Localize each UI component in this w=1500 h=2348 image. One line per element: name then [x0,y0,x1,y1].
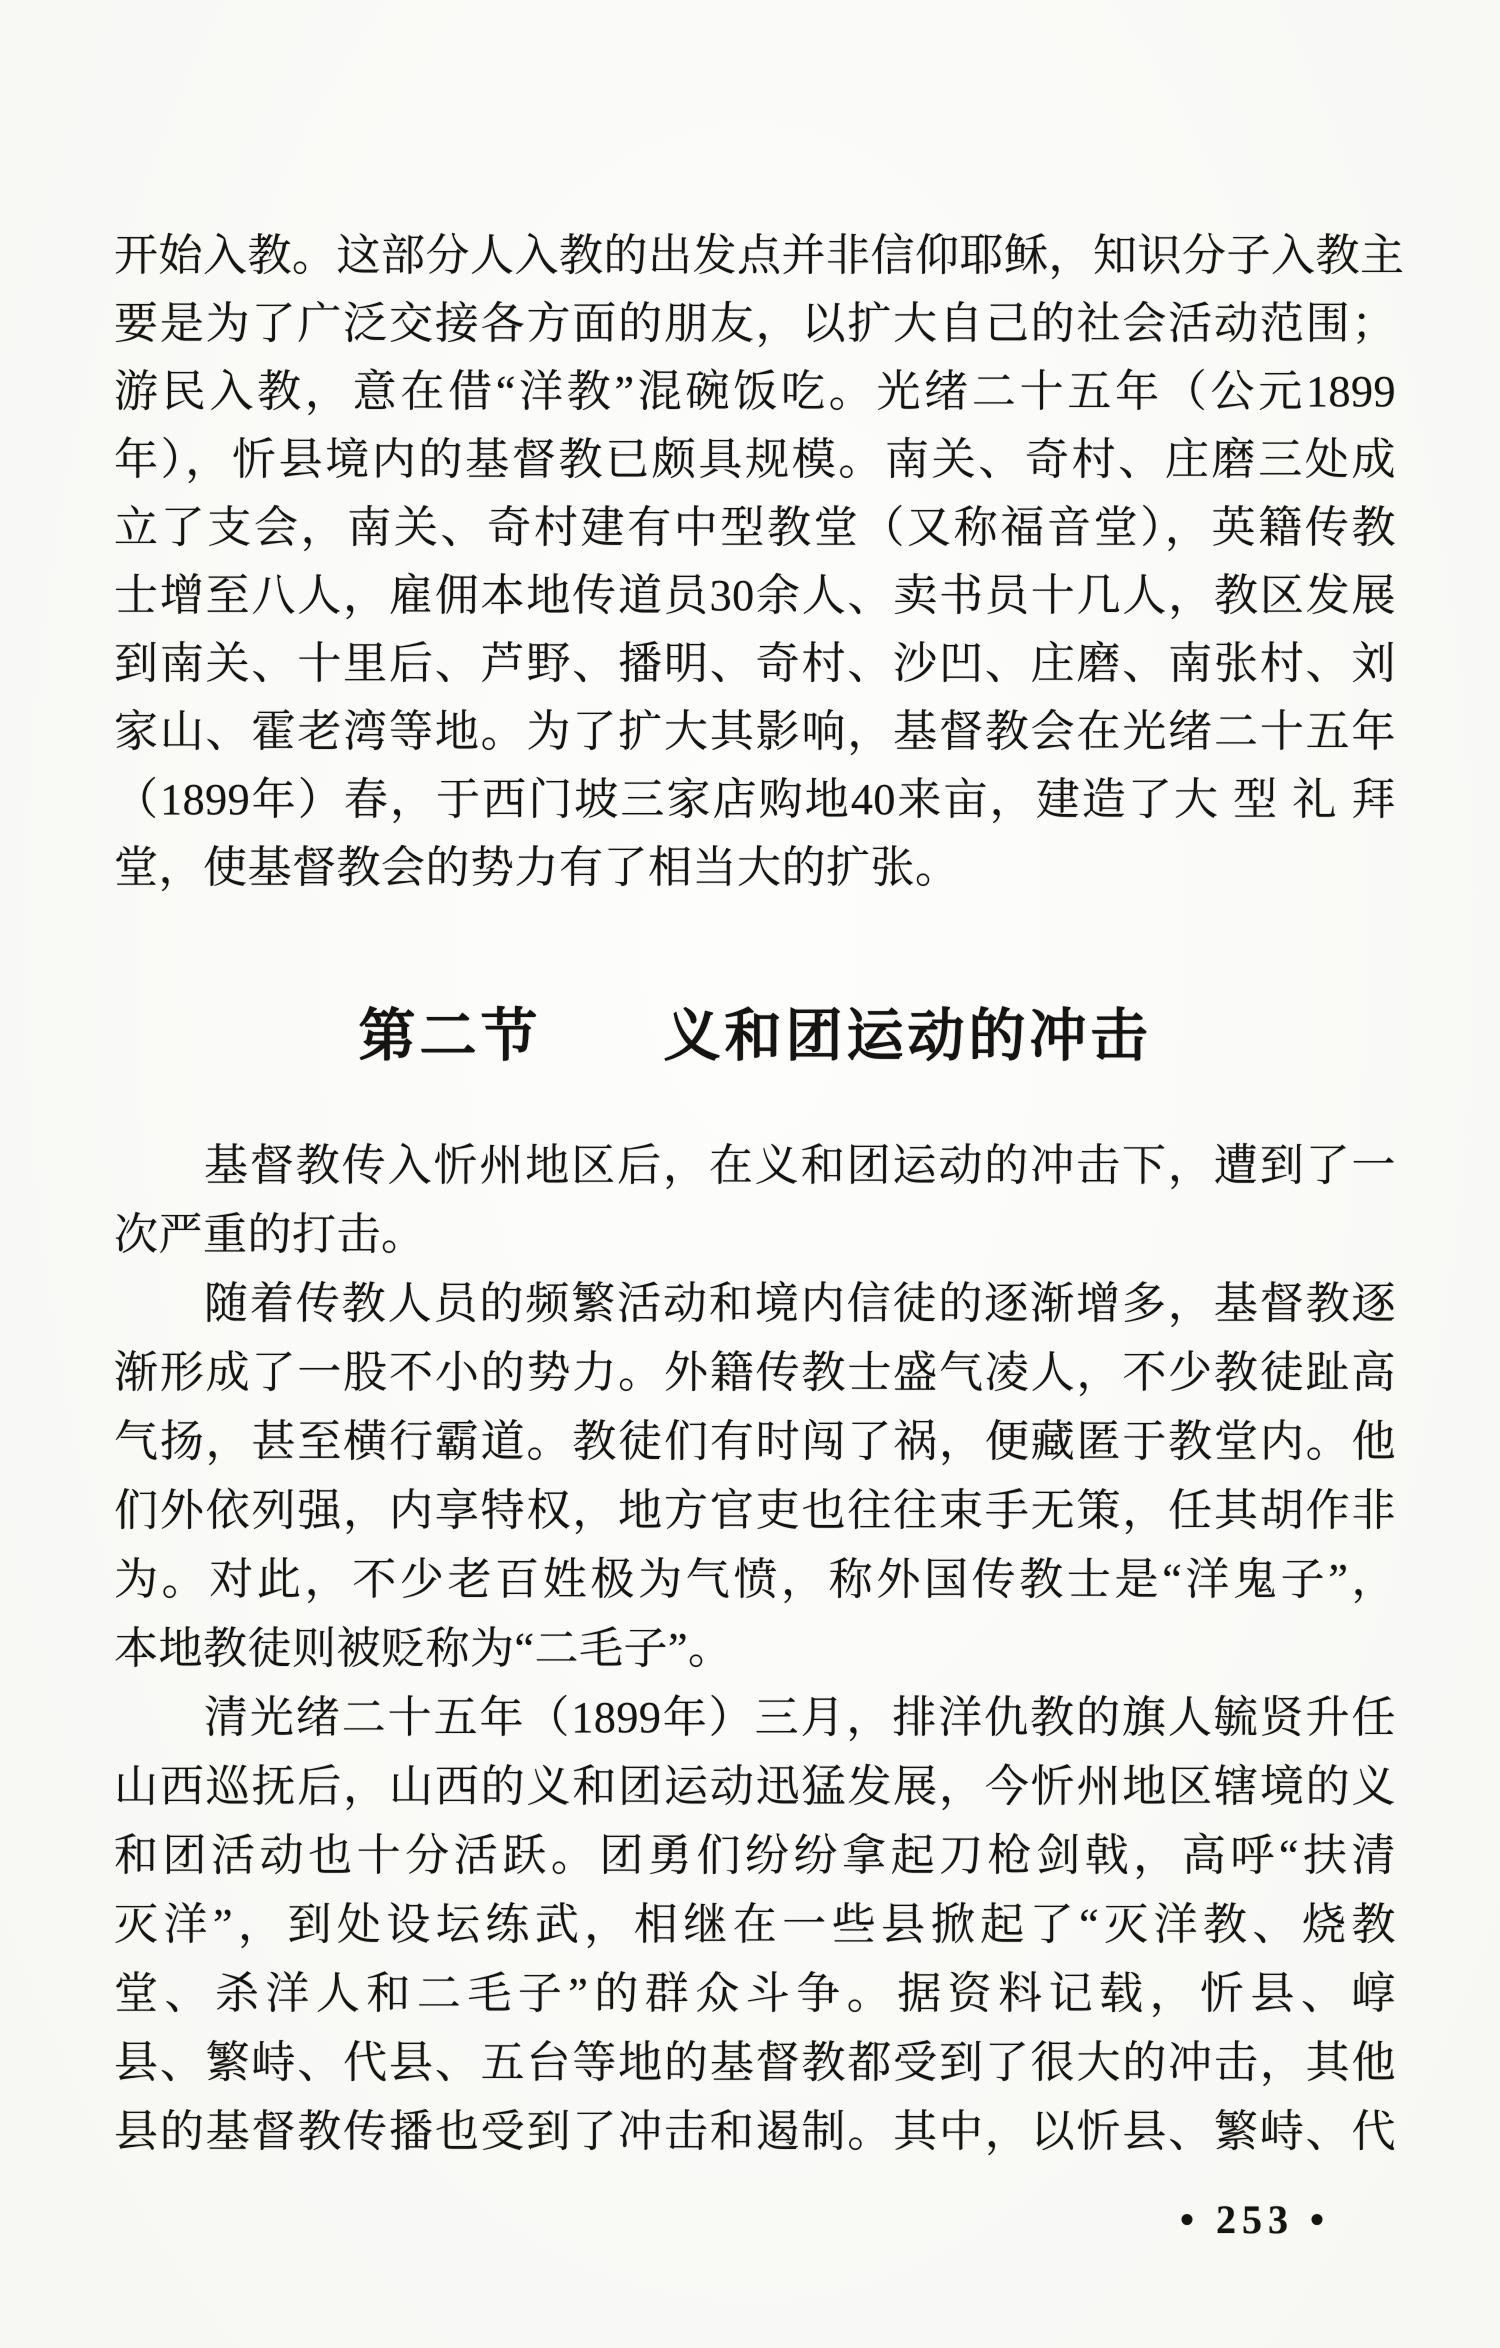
text-line: 灭洋”，到处设坛练武，相继在一些县掀起了“灭洋教、烧教 [114,1900,1396,1949]
text-line: 要是为了广泛交接各方面的朋友，以扩大自己的社会活动范围； [114,299,1396,348]
section-heading-title: 义和团运动的冲击 [663,1005,1152,1068]
text-line: 和团活动也十分活跃。团勇们纷纷拿起刀枪剑戟，高呼“扶清 [114,1831,1396,1880]
text-line: 立了支会，南关、奇村建有中型教堂（又称福音堂），英籍传教 [114,503,1396,552]
body-text [114,1131,1396,2166]
text-line: 本地教徒则被贬称为“二毛子”。 [114,1624,733,1673]
section-heading [114,988,1396,1074]
text-line: 年），忻县境内的基督教已颇具规模。南关、奇村、庄磨三处成 [114,435,1396,484]
text-line: 渐形成了一股不小的势力。外籍传教士盛气凌人，不少教徒趾高 [114,1348,1396,1397]
page-number: • 253 • [1179,2197,1330,2242]
text-line: 山西巡抚后，山西的义和团运动迅猛发展，今忻州地区辖境的义 [114,1762,1396,1811]
paragraph-continued [114,222,1405,902]
text-line: 家山、霍老湾等地。为了扩大其影响，基督教会在光绪二十五年 [114,707,1396,756]
text-line: 县、繁峙、代县、五台等地的基督教都受到了很大的冲击，其他 [114,2038,1396,2087]
text-line: 气扬，甚至横行霸道。教徒们有时闯了祸，便藏匿于教堂内。他 [114,1417,1396,1466]
text-line: 到南关、十里后、芦野、播明、奇村、沙凹、庄磨、南张村、刘 [114,639,1396,688]
section-heading-number: 第二节 [358,1005,542,1068]
text-line: 堂、杀洋人和二毛子”的群众斗争。据资料记载，忻县、崞 [114,1969,1396,2018]
text-line: 们外依列强，内享特权，地方官吏也往往束手无策，任其胡作非 [114,1486,1396,1535]
text-line: 县的基督教传播也受到了冲击和遏制。其中，以忻县、繁峙、代 [114,2107,1396,2156]
text-line: 士增至八人，雇佣本地传道员30余人、卖书员十几人，教区发展 [114,571,1396,620]
text-line: 随着传教人员的频繁活动和境内信徒的逐渐增多，基督教逐 [204,1279,1396,1328]
text-line: 清光绪二十五年（1899年）三月，排洋仇教的旗人毓贤升任 [204,1693,1396,1742]
text-line: 为。对此，不少老百姓极为气愤，称外国传教士是“洋鬼子”， [114,1555,1396,1604]
text-line: 游民入教，意在借“洋教”混碗饭吃。光绪二十五年（公元1899 [114,367,1396,416]
text-line: 基督教传入忻州地区后，在义和团运动的冲击下，遭到了一 [204,1141,1396,1190]
text-line: （1899年）春，于西门坡三家店购地40来亩，建造了大 型 礼 拜 [114,775,1396,824]
text-line: 堂，使基督教会的势力有了相当大的扩张。 [114,843,960,892]
text-line: 次严重的打击。 [114,1210,426,1259]
text-line: 开始入教。这部分人入教的出发点并非信仰耶稣，知识分子入教主 [114,231,1405,280]
